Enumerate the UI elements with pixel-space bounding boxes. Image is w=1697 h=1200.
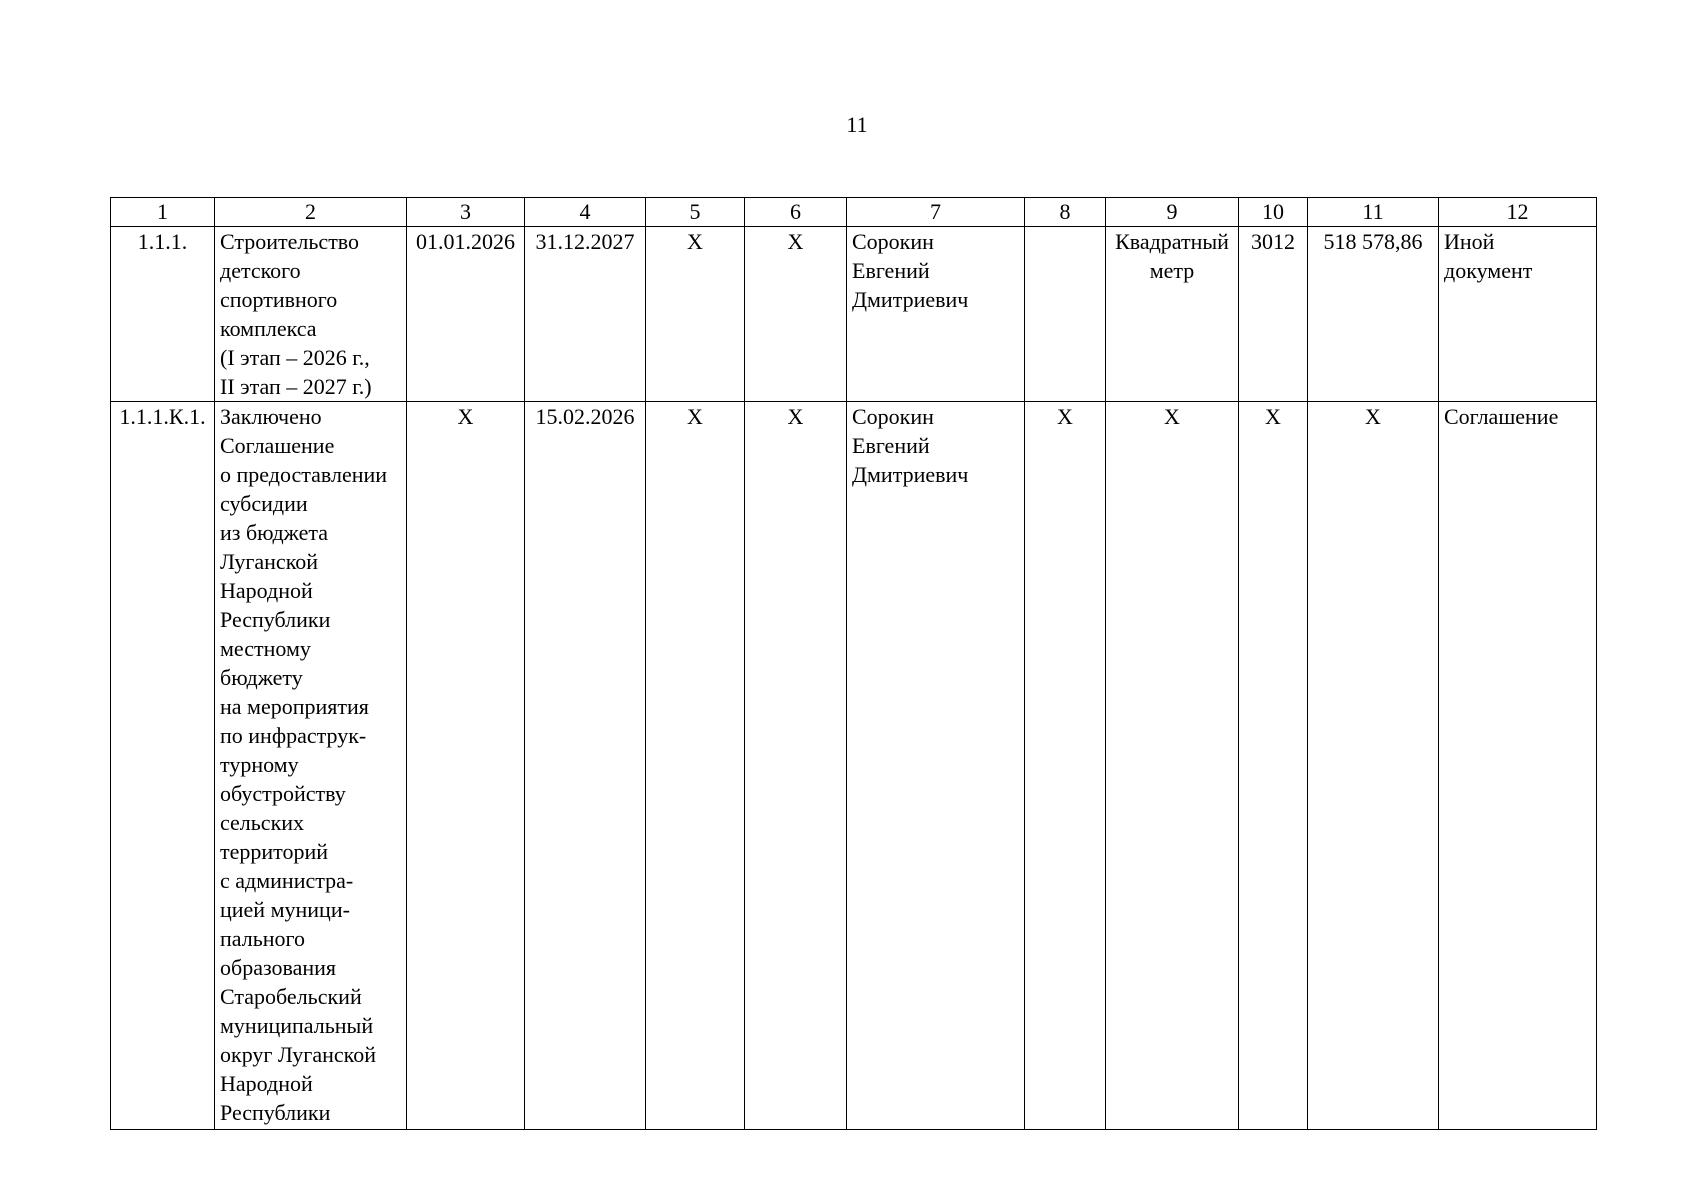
cell-line: из бюджета	[220, 520, 328, 545]
cell-line: цией муници-	[220, 897, 350, 922]
cell-line: Строительство	[220, 229, 360, 254]
end-date: 15.02.2026	[525, 402, 646, 1130]
cell-line: Республики	[220, 607, 331, 632]
cell-line: Квадратный	[1115, 229, 1229, 254]
cell-line: округ Луганской	[220, 1042, 376, 1067]
start-date: 01.01.2026	[407, 227, 525, 402]
cell-col10: Х	[1239, 402, 1308, 1130]
cell-col6: Х	[745, 227, 847, 402]
cell-line: Сорокин	[852, 229, 934, 254]
cell-line: Луганской	[220, 549, 319, 574]
cell-col11: Х	[1308, 402, 1439, 1130]
row-number: 1.1.1.	[111, 227, 215, 402]
plan-table	[110, 197, 1597, 1130]
cell-line: (I этап – 2026 г.,	[220, 345, 370, 370]
unit-of-measure	[1106, 402, 1239, 1130]
column-number: 12	[1439, 198, 1597, 227]
row-number: 1.1.1.К.1.	[111, 402, 215, 1130]
cell-line: Республики	[220, 1100, 331, 1125]
cell-line: сельских	[220, 810, 305, 835]
cell-line: Сорокин	[852, 404, 934, 429]
responsible-person	[847, 227, 1025, 402]
column-number: 2	[215, 198, 407, 227]
cell-col5: Х	[646, 227, 745, 402]
cell-line: с администра-	[220, 868, 354, 893]
responsible-person	[847, 402, 1025, 1130]
column-number: 5	[646, 198, 745, 227]
column-number: 4	[525, 198, 646, 227]
cell-line: Соглашение	[220, 433, 335, 458]
cell-line: обустройству	[220, 781, 346, 806]
cell-line: Заключено	[220, 404, 322, 429]
cell-line: II этап – 2027 г.)	[220, 374, 372, 399]
cell-line: пального	[220, 926, 305, 951]
cell-col8	[1025, 227, 1106, 402]
cell-line: Евгений	[852, 258, 930, 283]
unit-of-measure	[1106, 227, 1239, 402]
start-date: Х	[407, 402, 525, 1130]
cell-line: Дмитриевич	[852, 287, 969, 312]
cell-col8: Х	[1025, 402, 1106, 1130]
cell-line: о предоставлении	[220, 462, 388, 487]
document-type	[1439, 402, 1597, 1130]
cell-col11: 518 578,86	[1308, 227, 1439, 402]
cell-line: муниципальный	[220, 1013, 374, 1038]
cell-line: субсидии	[220, 491, 308, 516]
cell-line: комплекса	[220, 316, 317, 341]
row-name	[215, 402, 407, 1130]
column-number: 7	[847, 198, 1025, 227]
cell-line: Х	[1164, 404, 1180, 429]
cell-line: Народной	[220, 1071, 313, 1096]
column-number: 10	[1239, 198, 1308, 227]
row-name	[215, 227, 407, 402]
cell-col6: Х	[745, 402, 847, 1130]
column-number-row	[111, 198, 1597, 227]
cell-line: турному	[220, 752, 299, 777]
cell-line: документ	[1444, 258, 1533, 283]
cell-col5: Х	[646, 402, 745, 1130]
column-number: 8	[1025, 198, 1106, 227]
page-number: 11	[846, 112, 868, 137]
column-number: 1	[111, 198, 215, 227]
cell-line: территорий	[220, 839, 329, 864]
cell-line: бюджету	[220, 665, 303, 690]
cell-line: Дмитриевич	[852, 462, 969, 487]
document-type	[1439, 227, 1597, 402]
cell-line: детского	[220, 258, 301, 283]
column-number: 11	[1308, 198, 1439, 227]
column-number: 3	[407, 198, 525, 227]
end-date: 31.12.2027	[525, 227, 646, 402]
cell-line: спортивного	[220, 287, 338, 312]
cell-line: образования	[220, 955, 337, 980]
column-number: 6	[745, 198, 847, 227]
cell-line: Иной	[1444, 229, 1495, 254]
cell-line: на мероприятия	[220, 694, 369, 719]
cell-line: Старобельский	[220, 984, 362, 1009]
column-number: 9	[1106, 198, 1239, 227]
table-row	[111, 227, 1597, 402]
cell-line: Евгений	[852, 433, 930, 458]
cell-line: местному	[220, 636, 311, 661]
cell-line: Соглашение	[1444, 404, 1559, 429]
table-row	[111, 402, 1597, 1130]
cell-col10: 3012	[1239, 227, 1308, 402]
cell-line: по инфраструк-	[220, 723, 367, 748]
cell-line: Народной	[220, 578, 313, 603]
cell-line: метр	[1149, 258, 1195, 283]
